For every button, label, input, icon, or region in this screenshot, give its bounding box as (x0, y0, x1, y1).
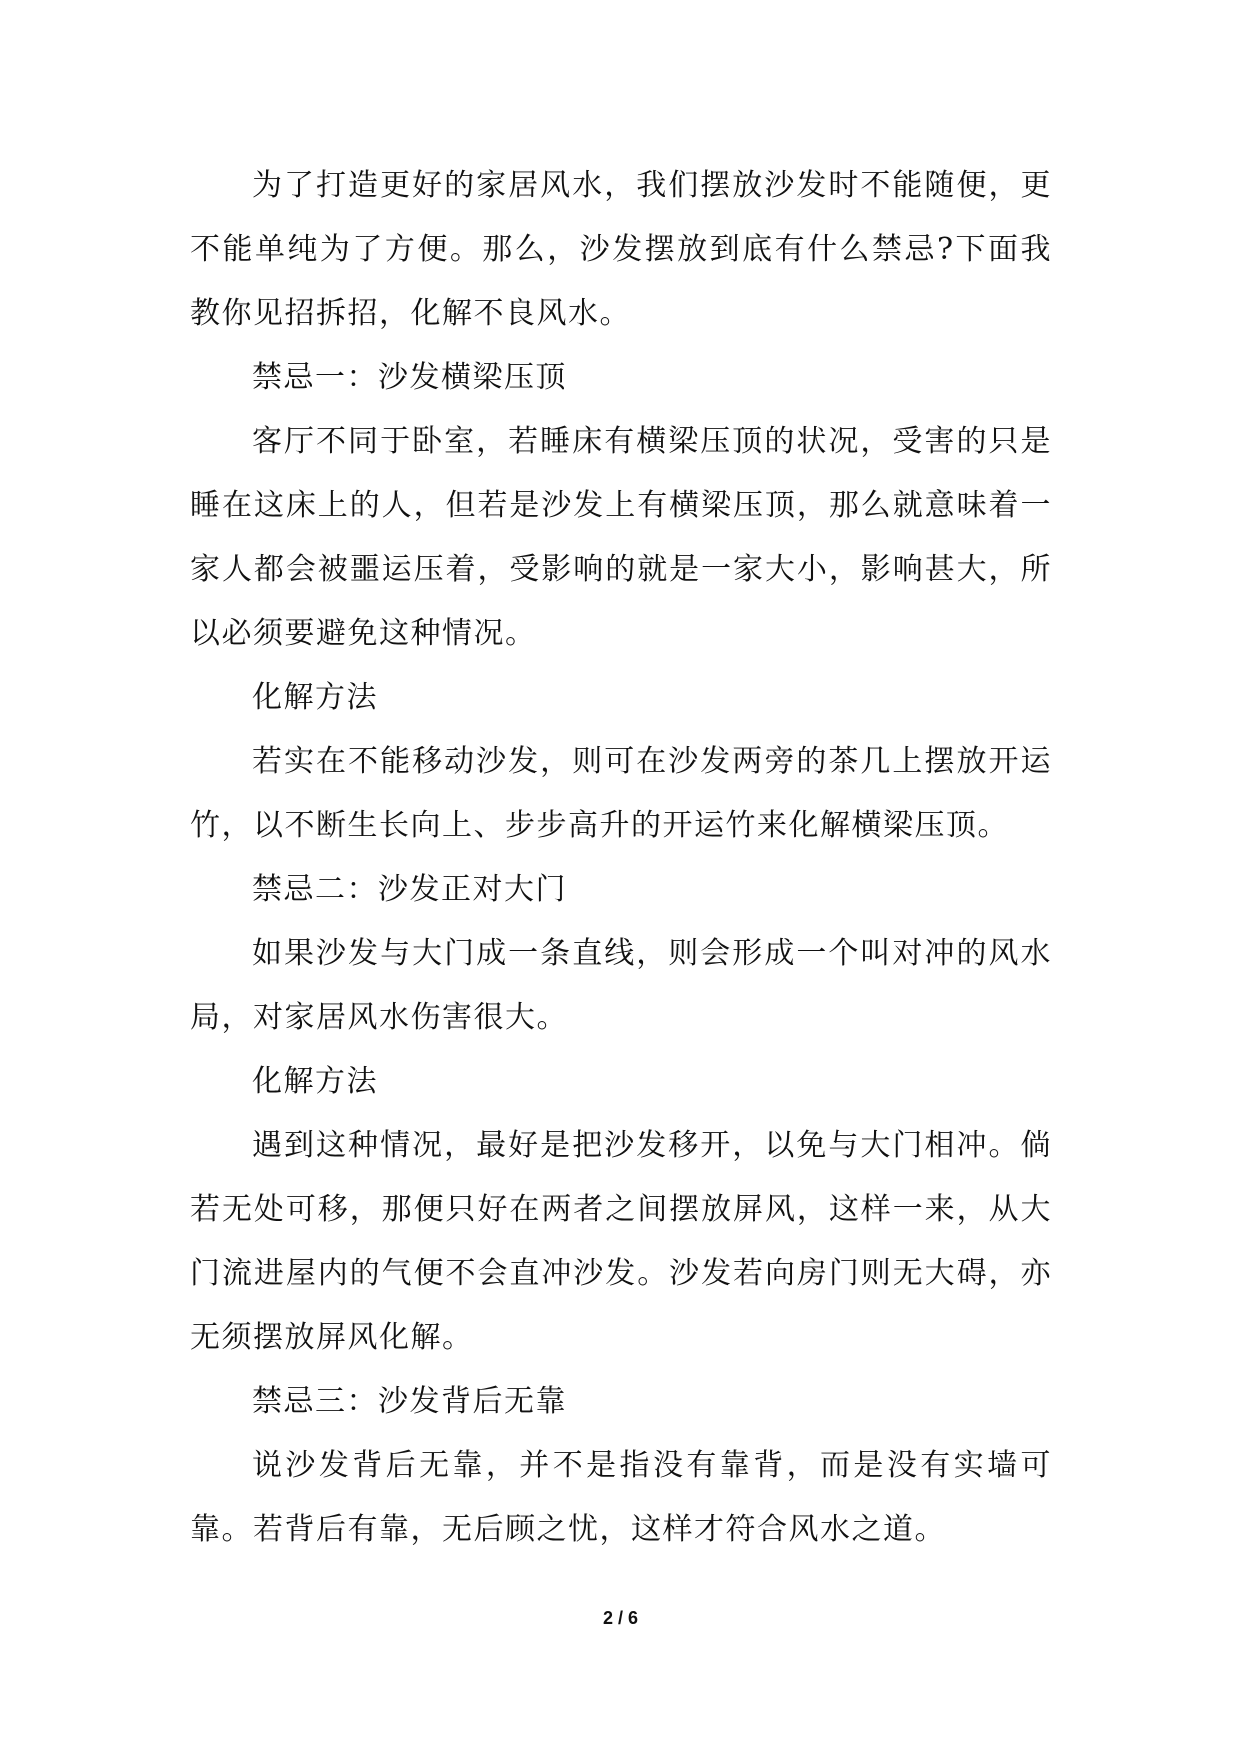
heading-taboo-two: 禁忌二：沙发正对大门 (252, 872, 567, 907)
heading-taboo-one: 禁忌一：沙发横梁压顶 (252, 360, 567, 395)
heading-solution-two: 化解方法 (252, 1064, 378, 1099)
paragraph-taboo-three: 说沙发背后无靠，并不是指没有靠背，而是没有实墙可靠。若背后有靠，无后顾之忧，这样才符合风水之道。 (190, 1448, 1052, 1547)
paragraph-taboo-two: 如果沙发与大门成一条直线，则会形成一个叫对冲的风水局，对家居风水伤害很大。 (190, 936, 1052, 1035)
page-number: 2 / 6 (602, 1608, 639, 1628)
paragraph-solution-one: 若实在不能移动沙发，则可在沙发两旁的茶几上摆放开运竹，以不断生长向上、步步高升的开运竹来化解横梁压顶。 (190, 744, 1052, 843)
heading-taboo-three: 禁忌三：沙发背后无靠 (252, 1384, 567, 1419)
paragraph-intro: 为了打造更好的家居风水，我们摆放沙发时不能随便，更不能单纯为了方便。那么，沙发摆放到底有什么禁忌?下面我教你见招拆招，化解不良风水。 (190, 168, 1052, 331)
paragraph-solution-two: 遇到这种情况，最好是把沙发移开，以免与大门相冲。倘若无处可移，那便只好在两者之间摆放屏风，这样一来，从大门流进屋内的气便不会直冲沙发。沙发若向房门则无大碍，亦无须摆放屏风化解。 (190, 1128, 1052, 1355)
paragraph-taboo-one: 客厅不同于卧室，若睡床有横梁压顶的状况，受害的只是睡在这床上的人，但若是沙发上有横梁压顶，那么就意味着一家人都会被噩运压着，受影响的就是一家大小，影响甚大，所以必须要避免这种情况。 (190, 424, 1052, 651)
heading-solution-one: 化解方法 (252, 680, 378, 715)
document-body (190, 154, 1052, 1562)
